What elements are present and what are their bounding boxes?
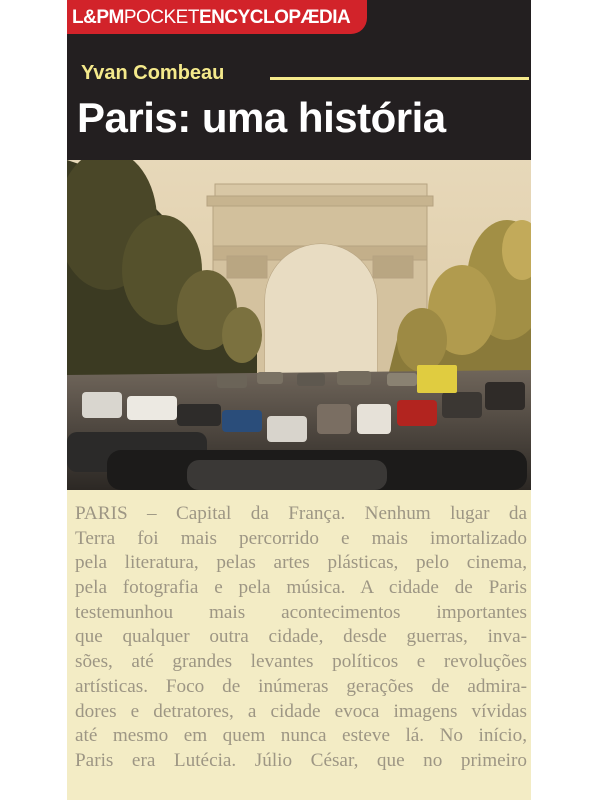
blurb-line: pela fotografia e pela música. A cidade de Paris	[75, 577, 527, 599]
brand-part-lpm: L&PM	[72, 7, 124, 28]
blurb-line: PARIS – Capital da França. Nenhum lugar da	[75, 503, 527, 524]
blurb-line: testemunhou mais acontecimentos importantes	[75, 601, 527, 623]
brand-part-pocket: POCKET	[123, 7, 199, 28]
blurb-line: pela literatura, pelas artes plásticas, pelo cinema,	[75, 552, 527, 574]
back-blurb	[75, 502, 527, 774]
arc-de-triomphe-photo	[67, 160, 531, 490]
cover-photo	[67, 160, 531, 490]
cover-header	[67, 0, 531, 160]
blurb-line: que qualquer outra cidade, desde guerras, inva-	[75, 626, 527, 648]
blurb-line: Terra foi mais percorrido e mais imortalizado	[75, 527, 527, 549]
author-rule	[270, 77, 529, 80]
book-title: Paris: uma história	[77, 94, 446, 141]
blurb-line: artísticas. Foco de inúmeras gerações de admira-	[75, 675, 527, 697]
brand-part-encyclopaedia: ENCYCLOPÆDIA	[198, 7, 351, 28]
blurb-line: até mesmo em quem nunca esteve lá. No início,	[75, 725, 527, 747]
blurb-line: dores e detratores, a cidade evoca imagens vívidas	[75, 700, 527, 722]
book-cover	[67, 0, 531, 800]
blurb-line: sões, até grandes levantes políticos e revoluções	[75, 651, 527, 673]
blurb-line: Paris era Lutécia. Júlio César, que no primeiro	[75, 749, 527, 771]
publisher-logo	[72, 7, 350, 29]
author-row	[81, 60, 527, 86]
author-name: Yvan Combeau	[81, 62, 225, 84]
publisher-banner	[67, 0, 367, 34]
